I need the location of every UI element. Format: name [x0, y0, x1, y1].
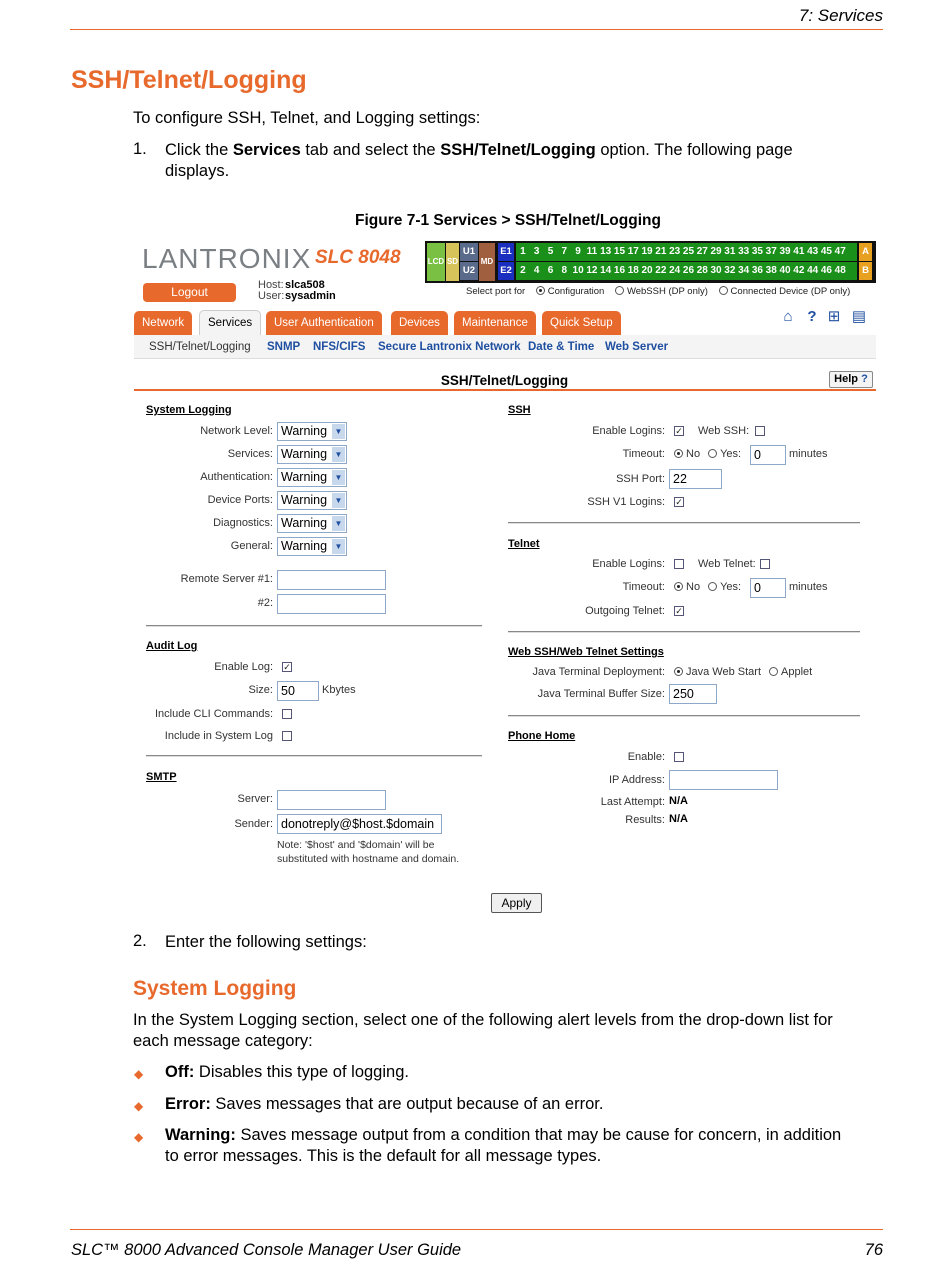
include-cli-label: Include CLI Commands:: [155, 708, 273, 720]
java-deployment-label: Java Terminal Deployment:: [532, 666, 665, 678]
telnet-timeout-options: No Yes:: [669, 581, 741, 593]
port-indicator[interactable]: 45: [820, 246, 832, 257]
port-indicator[interactable]: 5: [547, 246, 554, 257]
ssh-heading: SSH: [508, 404, 531, 416]
port-indicator[interactable]: 31: [724, 246, 736, 257]
help-icon[interactable]: ?: [807, 308, 817, 325]
e2-indicator: E2: [498, 262, 514, 280]
ssh-v1-logins-checkbox[interactable]: ✓: [675, 497, 683, 507]
port-indicator[interactable]: 43: [807, 246, 819, 257]
smtp-sender-input[interactable]: donotreply@$host.$domain: [277, 814, 442, 834]
figure-caption: Figure 7-1 Services > SSH/Telnet/Logging: [355, 212, 661, 229]
port-indicator[interactable]: 34: [738, 265, 750, 276]
web-telnet-checkbox[interactable]: [760, 559, 770, 569]
ssh-enable-logins-label: Enable Logins:: [592, 425, 665, 437]
notes-icon[interactable]: ▤: [851, 308, 867, 325]
section-heading: System Logging: [133, 977, 297, 1000]
remote-server-2-label: #2:: [257, 597, 273, 609]
port-indicator[interactable]: 11: [586, 246, 598, 257]
model-name: SLC 8048: [315, 247, 401, 268]
chapter-header: 7: Services: [798, 6, 883, 25]
home-icon[interactable]: ⌂: [783, 308, 793, 325]
port-indicator[interactable]: 40: [779, 265, 791, 276]
port-indicator[interactable]: 18: [627, 265, 639, 276]
subtab-nfs-cifs[interactable]: NFS/CIFS: [313, 341, 366, 353]
diagnostics-select[interactable]: Warning ▼: [277, 514, 347, 533]
chevron-down-icon: ▼: [332, 470, 345, 485]
port-indicator[interactable]: 36: [751, 265, 763, 276]
ssh-port-input[interactable]: 22: [669, 469, 722, 489]
port-indicator[interactable]: 29: [710, 246, 722, 257]
port-indicator[interactable]: 37: [765, 246, 777, 257]
port-indicator[interactable]: 14: [600, 265, 612, 276]
ssh-timeout-label: Timeout:: [622, 448, 665, 460]
step-2-number: 2.: [133, 932, 147, 950]
u1-indicator: U1: [460, 243, 478, 261]
port-indicator[interactable]: 38: [765, 265, 777, 276]
ssh-timeout-options: No Yes:: [669, 448, 741, 460]
smtp-sender-label: Sender:: [234, 818, 273, 830]
configuration-radio[interactable]: [536, 286, 545, 295]
subtab-ssh-telnet-logging[interactable]: SSH/Telnet/Logging: [149, 341, 251, 353]
telnet-enable-logins-label: Enable Logins:: [592, 558, 665, 570]
question-icon: ?: [861, 373, 868, 385]
port-indicator[interactable]: 35: [751, 246, 763, 257]
ssh-minutes-label: minutes: [789, 448, 828, 460]
size-input[interactable]: 50: [277, 681, 319, 701]
telnet-minutes-label: minutes: [789, 581, 828, 593]
web-ssh-label: Web SSH:: [698, 425, 750, 437]
right-divider-1: [508, 522, 860, 524]
authentication-label: Authentication:: [200, 471, 273, 483]
port-indicator[interactable]: 46: [820, 265, 832, 276]
port-indicator[interactable]: 12: [586, 265, 598, 276]
port-indicator[interactable]: 10: [572, 265, 584, 276]
footer-rule: [70, 1229, 883, 1230]
port-indicator[interactable]: 7: [561, 246, 568, 257]
port-indicator[interactable]: 24: [669, 265, 681, 276]
section-para-line2: each message category:: [133, 1032, 313, 1050]
remote-server-2-input[interactable]: [277, 594, 386, 614]
port-indicator[interactable]: 20: [641, 265, 653, 276]
footer-guide-title: SLC™ 8000 Advanced Console Manager User Guide: [71, 1241, 462, 1259]
port-indicator[interactable]: 23: [669, 246, 681, 257]
last-attempt-value: N/A: [669, 795, 688, 807]
step-1-text: Click the Services tab and select the SSH/Telnet/Logging option. The following page: [165, 141, 793, 159]
network-level-label: Network Level:: [200, 425, 273, 437]
smtp-server-input[interactable]: [277, 790, 386, 810]
chevron-down-icon: ▼: [332, 424, 345, 439]
md-indicator: MD: [479, 243, 495, 281]
title-underline: [134, 389, 876, 391]
device-ports-select[interactable]: Warning ▼: [277, 491, 347, 510]
subtab-secure-lantronix-network[interactable]: Secure Lantronix Network: [378, 341, 521, 353]
chevron-down-icon: ▼: [332, 447, 345, 462]
webssh-radio[interactable]: [615, 286, 624, 295]
bullet-warning: Warning: Saves message output from a condition that may be cause for concern, in addition: [165, 1126, 842, 1144]
telnet-heading: Telnet: [508, 538, 540, 550]
port-indicator[interactable]: 42: [793, 265, 805, 276]
tab-quick-setup[interactable]: Quick Setup: [542, 311, 621, 335]
outgoing-telnet-checkbox[interactable]: ✓: [675, 606, 683, 616]
services-label: Services:: [227, 448, 273, 460]
diamond-bullet-icon: ◆: [134, 1130, 144, 1144]
device-status-panel: [425, 241, 876, 283]
user-value: sysadmin: [285, 290, 336, 302]
port-indicator[interactable]: 16: [613, 265, 626, 276]
last-attempt-label: Last Attempt:: [600, 796, 665, 808]
sd-indicator: SD: [446, 243, 459, 281]
right-divider-3: [508, 715, 860, 717]
ssh-v1-logins-label: SSH V1 Logins:: [587, 496, 665, 508]
select-port-for: Select port for Configuration WebSSH (DP only) Connected Device (DP only): [466, 286, 851, 297]
port-indicator[interactable]: 3: [533, 246, 540, 257]
ssh-port-label: SSH Port:: [616, 473, 665, 485]
bullet-error: Error: Saves messages that are output because of an error.: [165, 1095, 604, 1113]
ssh-timeout-input[interactable]: 0: [750, 445, 786, 465]
port-indicator[interactable]: 13: [600, 246, 612, 257]
include-syslog-checkbox[interactable]: [282, 731, 292, 741]
diagnostics-label: Diagnostics:: [213, 517, 273, 529]
include-cli-checkbox[interactable]: [282, 709, 292, 719]
tab-maintenance[interactable]: Maintenance: [454, 311, 536, 335]
subtab-date-time[interactable]: Date & Time: [528, 341, 595, 353]
form-title: SSH/Telnet/Logging: [440, 373, 569, 388]
telnet-timeout-label: Timeout:: [622, 581, 665, 593]
port-indicator[interactable]: 47: [834, 246, 846, 257]
remote-server-1-input[interactable]: [277, 570, 386, 590]
port-indicator[interactable]: 19: [641, 246, 653, 257]
web-settings-heading: Web SSH/Web Telnet Settings: [508, 646, 664, 658]
network-level-select[interactable]: Warning ▼: [277, 422, 347, 441]
authentication-select[interactable]: Warning ▼: [277, 468, 347, 487]
smtp-heading: SMTP: [146, 771, 177, 783]
remote-server-1-label: Remote Server #1:: [180, 573, 273, 585]
telnet-timeout-no-radio[interactable]: [674, 582, 683, 591]
help-button[interactable]: Help ?: [829, 371, 873, 388]
port-indicator[interactable]: 48: [834, 265, 846, 276]
enable-log-checkbox[interactable]: ✓: [283, 662, 291, 672]
tab-network[interactable]: Network: [134, 311, 192, 335]
bullet-warning-line2: to error messages. This is the default for all message types.: [165, 1147, 602, 1165]
a-indicator: A: [859, 243, 872, 261]
page-title: SSH/Telnet/Logging: [71, 66, 307, 94]
even-port-row: [516, 262, 857, 280]
port-indicator[interactable]: 41: [793, 246, 805, 257]
step-2-text: Enter the following settings:: [165, 933, 367, 951]
java-buffer-input[interactable]: 250: [669, 684, 717, 704]
system-logging-heading: System Logging: [146, 404, 232, 416]
telnet-timeout-yes-radio[interactable]: [708, 582, 717, 591]
port-indicator[interactable]: 30: [710, 265, 722, 276]
page-number: 76: [864, 1241, 883, 1259]
tab-services[interactable]: Services: [199, 310, 261, 336]
port-indicator[interactable]: 8: [561, 265, 568, 276]
applet-radio[interactable]: [769, 667, 778, 676]
left-divider-2: [146, 755, 482, 757]
ip-address-label: IP Address:: [608, 774, 665, 786]
port-indicator[interactable]: 6: [547, 265, 554, 276]
size-unit: Kbytes: [322, 684, 356, 696]
port-indicator[interactable]: 22: [655, 265, 667, 276]
phone-home-enable-checkbox[interactable]: [674, 752, 684, 762]
ui-screenshot: [132, 236, 877, 916]
chevron-down-icon: ▼: [332, 493, 345, 508]
smtp-server-label: Server:: [237, 793, 273, 805]
sitemap-icon[interactable]: ⊞: [827, 308, 841, 325]
tab-user-authentication[interactable]: User Authentication: [266, 311, 382, 335]
enable-log-label: Enable Log:: [214, 661, 273, 673]
results-value: N/A: [669, 813, 688, 825]
include-syslog-label: Include in System Log: [164, 730, 273, 742]
port-indicator[interactable]: 27: [696, 246, 708, 257]
smtp-note: Note: '$host' and '$domain' will be substituted with hostname and domain.: [277, 839, 460, 865]
subtab-snmp[interactable]: SNMP: [267, 341, 301, 353]
host-label: Host:: [258, 279, 284, 291]
java-web-start-radio[interactable]: [674, 667, 683, 676]
logout-button[interactable]: Logout: [143, 283, 236, 302]
lcd-indicator: LCD: [427, 243, 445, 281]
user-label: User:: [258, 290, 285, 302]
phone-home-heading: Phone Home: [508, 730, 576, 742]
right-divider-2: [508, 631, 860, 633]
chevron-down-icon: ▼: [332, 539, 345, 554]
results-label: Results:: [625, 814, 665, 826]
port-indicator[interactable]: 39: [779, 246, 791, 257]
ssh-timeout-yes-radio[interactable]: [708, 449, 717, 458]
port-indicator[interactable]: 4: [533, 265, 540, 276]
subtab-web-server[interactable]: Web Server: [605, 341, 669, 353]
port-indicator[interactable]: 26: [682, 265, 695, 276]
port-indicator[interactable]: 44: [807, 265, 819, 276]
port-indicator[interactable]: 9: [575, 246, 581, 257]
port-indicator[interactable]: 17: [627, 246, 639, 257]
port-indicator[interactable]: 21: [655, 246, 667, 257]
phone-home-enable-label: Enable:: [627, 751, 665, 763]
diamond-bullet-icon: ◆: [134, 1099, 144, 1113]
outgoing-telnet-label: Outgoing Telnet:: [585, 605, 665, 617]
general-select[interactable]: Warning ▼: [277, 537, 347, 556]
audit-log-heading: Audit Log: [146, 640, 198, 652]
port-indicator[interactable]: 33: [738, 246, 750, 257]
intro-text: To configure SSH, Telnet, and Logging settings:: [133, 109, 481, 127]
device-ports-label: Device Ports:: [207, 494, 273, 506]
web-telnet-label: Web Telnet:: [698, 558, 756, 570]
services-select[interactable]: Warning ▼: [277, 445, 347, 464]
connected-device-radio[interactable]: [719, 286, 728, 295]
port-indicator[interactable]: 25: [682, 246, 695, 257]
apply-button[interactable]: Apply: [491, 893, 542, 913]
odd-port-row: [516, 243, 857, 261]
java-buffer-label: Java Terminal Buffer Size:: [537, 688, 665, 700]
host-value: slca508: [285, 279, 325, 291]
lantronix-logo: LANTRONIX: [142, 243, 312, 274]
diamond-bullet-icon: ◆: [134, 1067, 144, 1081]
java-deployment-options: Java Web Start Applet: [669, 666, 812, 678]
port-indicator[interactable]: 32: [724, 265, 736, 276]
chevron-down-icon: ▼: [332, 516, 345, 531]
section-para-line1: In the System Logging section, select one of the following alert levels from the drop-down list for: [133, 1011, 833, 1029]
ssh-enable-logins-checkbox[interactable]: ✓: [675, 426, 683, 436]
size-label: Size:: [248, 684, 273, 696]
port-indicator[interactable]: 15: [613, 246, 626, 257]
port-indicator[interactable]: 1: [520, 246, 526, 257]
port-indicator[interactable]: 2: [520, 265, 526, 276]
tab-devices[interactable]: Devices: [391, 311, 448, 335]
u2-indicator: U2: [460, 262, 478, 280]
header-rule: [70, 29, 883, 30]
step-1-text-line2: displays.: [165, 162, 230, 180]
b-indicator: B: [859, 262, 872, 280]
telnet-timeout-input[interactable]: 0: [750, 578, 786, 598]
ssh-timeout-no-radio[interactable]: [674, 449, 683, 458]
e1-indicator: E1: [498, 243, 514, 261]
general-label: General:: [230, 540, 273, 552]
step-1-number: 1.: [133, 140, 147, 158]
port-indicator[interactable]: 28: [696, 265, 708, 276]
telnet-enable-logins-checkbox[interactable]: [674, 559, 684, 569]
bullet-off: Off: Disables this type of logging.: [165, 1063, 409, 1081]
left-divider-1: [146, 625, 482, 627]
ip-address-input[interactable]: [669, 770, 778, 790]
web-ssh-checkbox[interactable]: [755, 426, 765, 436]
